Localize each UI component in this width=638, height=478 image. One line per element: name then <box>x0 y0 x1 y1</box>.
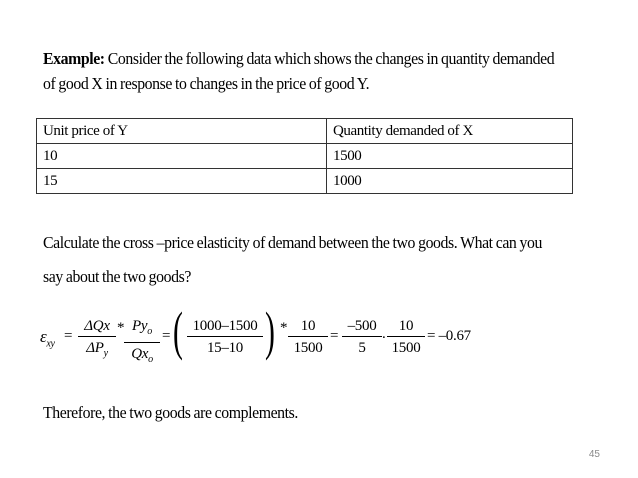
table-cell: 1000 <box>327 169 573 194</box>
simplified-fraction <box>342 316 382 359</box>
equals-sign: = <box>330 328 339 344</box>
quantity-denominator: $Qx_o$ <box>131 346 153 365</box>
equals-sign: = <box>162 328 171 344</box>
simplified-denominator: 5 <box>358 340 366 356</box>
final-numerator: 10 <box>387 316 425 337</box>
simplified-numerator: –500 <box>342 316 382 337</box>
table-header-price: Unit price of Y <box>37 119 327 144</box>
equals-sign: = <box>64 328 73 344</box>
table-header-row <box>37 119 573 144</box>
formula-result: = –0.67 <box>427 328 471 344</box>
table-cell: 10 <box>37 144 327 169</box>
conclusion-text: Therefore, the two goods are complements. <box>43 403 298 422</box>
base-numerator: 10 <box>288 316 328 337</box>
table-cell: 15 <box>37 169 327 194</box>
table-row <box>37 169 573 194</box>
delta-fraction <box>78 316 116 365</box>
dot-operator: . <box>382 326 386 342</box>
table-cell: 1500 <box>327 144 573 169</box>
question-text: Calculate the cross –price elasticity of demand between the two goods. What can you say about the two goods? <box>43 233 542 286</box>
final-fraction <box>387 316 425 359</box>
price-numerator: $Py_o$ <box>124 316 160 343</box>
base-denominator: 1500 <box>293 340 323 356</box>
example-paragraph <box>43 46 564 96</box>
multiply-sign: * <box>280 320 288 336</box>
multiply-sign: * <box>117 320 125 336</box>
change-numerator: 1000–1500 <box>187 316 263 337</box>
right-parenthesis: ) <box>265 301 275 361</box>
example-heading: Example: <box>43 49 105 68</box>
final-denominator: 1500 <box>391 340 421 356</box>
elasticity-formula <box>40 301 600 376</box>
left-parenthesis: ( <box>173 301 183 361</box>
delta-p-denominator: $\Delta P_y$ <box>86 340 108 359</box>
table-row <box>37 144 573 169</box>
change-fraction <box>187 316 263 359</box>
delta-q-numerator: ΔQx <box>78 316 116 337</box>
example-text: Consider the following data which shows the changes in quantity demanded of good X in response to changes in the price of good Y. <box>43 49 555 93</box>
data-table <box>36 118 573 194</box>
base-fraction <box>288 316 328 359</box>
page-number: 45 <box>588 449 600 460</box>
table-header-quantity: Quantity demanded of X <box>327 119 573 144</box>
change-denominator: 15–10 <box>206 340 243 356</box>
ratio-fraction <box>124 316 160 371</box>
epsilon-symbol: $\varepsilon_{xy}$ <box>40 327 55 350</box>
